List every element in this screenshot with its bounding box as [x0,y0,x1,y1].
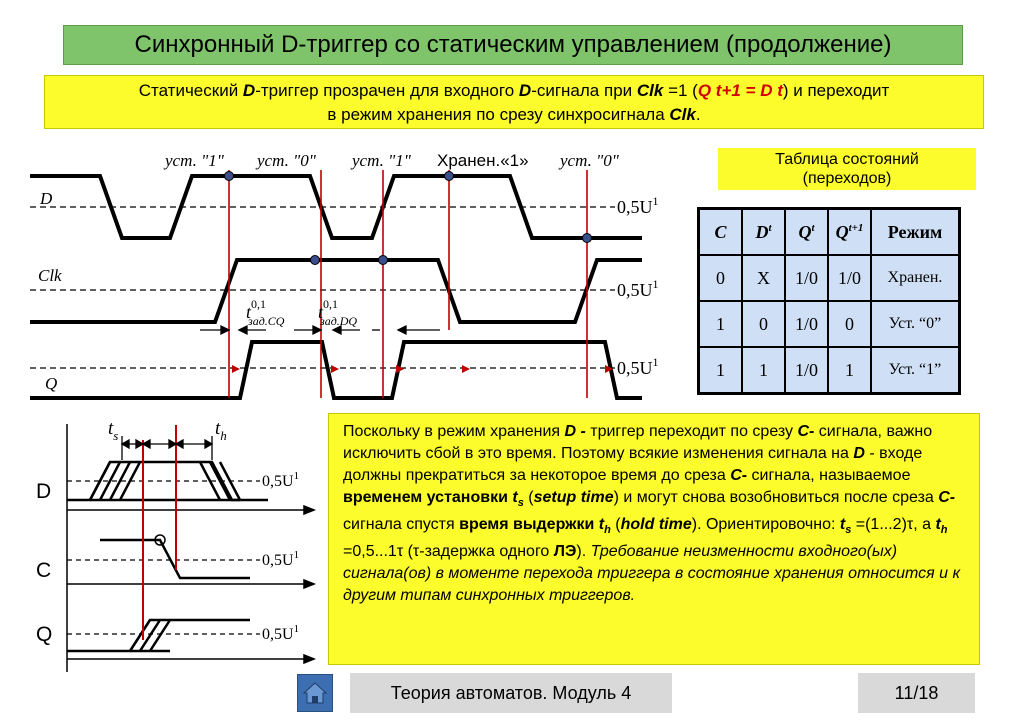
explanation-note: Поскольку в режим хранения D - триггер переходит по срезу С- сигнала, важно исключить сбой в это время. Поэтому всякие изменения сигнала на D - входе должны прекратиться за некоторое время до среза С- сигнала, называемое временем установки $t_s$ (setup time) и могут снова возобновиться после среза С- сигнала спустя время выдержки $t_h$ (hold time). Ориентировочно: $t_s =(1...2)\tau$, а $t_h =0,5...1\tau$ (τ-задержка одного ЛЭ). Требование неизменности входного(ых) сигнала(ов) в моменте перехода триггера в состояние хранения относится и к другим типам синхронных триггеров. [328,413,980,665]
q-label: Q [45,374,58,393]
table-cell: 1/0 [785,301,828,347]
set1-label: уст. "1" [165,151,224,170]
clk-label: Clk [38,266,62,285]
state-table [697,207,961,395]
intro-p4: =1 ( [663,81,698,100]
intro-text [44,75,984,129]
sd-c-ref: $0,5U^1$ [262,549,300,569]
table-cell: 1 [742,347,785,394]
header-qt: $Q^t$ [785,209,828,256]
intro-p3: -сигнала при [531,81,637,100]
table-row [699,255,960,301]
intro-p1: Статический [138,81,243,100]
table-cell: 1 [828,347,871,394]
header-mode: Режим [871,209,960,256]
table-cell: 0 [699,255,743,301]
red-arrow-2 [331,365,339,373]
sd-d-ref: $0,5U^1$ [262,470,300,490]
table-cell: 0 [742,301,785,347]
intro-d1: D [242,81,256,100]
th-label: $t_h$ [215,418,227,443]
intro-formula: Q t+1 = D t [697,81,783,100]
hold-label: Хранен.«1» [437,151,529,170]
intro-p2: -триггер прозрачен для входного [255,81,519,100]
home-button[interactable] [297,674,333,712]
set0b-label: уст. "0" [560,151,619,170]
dot-4 [445,172,454,181]
sd-c-label: C [36,559,52,582]
table-cell: Уст. “1” [871,347,960,394]
header-qt1: $Q^{t+1}$ [828,209,871,256]
table-cell: 1 [699,301,743,347]
tdq-label: $t^{0,1}$ зад.DQ [318,297,358,328]
clk-waveform [30,260,642,322]
sd-q-label: Q [36,623,53,646]
d-ref-label: $0,5U^1$ [617,194,659,217]
intro-d2: D [518,81,532,100]
intro-clk1: Clk [636,81,664,100]
table-cell: 1/0 [785,347,828,394]
red-markers [229,170,587,398]
table-cell: 1/0 [828,255,871,301]
table-cell: 1/0 [785,255,828,301]
table-cell: Хранен. [871,255,960,301]
dot-5 [583,234,592,243]
intro-clk2: Clk [669,105,696,124]
header-c: C [699,209,743,256]
set0-label: уст. "0" [257,151,316,170]
intro-line2b: . [695,105,701,124]
table-title-line1: Таблица состояний [775,151,919,168]
table-cell: 0 [828,301,871,347]
dot-1 [225,172,234,181]
red-arrow-4 [462,365,470,373]
ts-label: $t_s$ [108,418,119,443]
table-cell: 1 [699,347,743,394]
dots [225,172,592,265]
table-header-row [699,209,960,256]
header-dt: $D^t$ [742,209,785,256]
red-arrow-1 [232,365,240,373]
sd-d-label: D [36,480,52,503]
q-trace [67,620,250,651]
table-cell: Уст. “0” [871,301,960,347]
timing-diagram [0,140,700,405]
q-ref-label: $0,5U^1$ [617,355,659,378]
sd-q-ref: $0,5U^1$ [262,623,300,643]
intro-p5: ) и переходит [782,81,890,100]
page-number: 11/18 [858,673,975,713]
dot-3 [379,256,388,265]
intro-line2a: в режим хранения по срезу синхросигнала [327,105,670,124]
setup-hold-diagram [0,410,328,675]
d-label: D [40,189,53,208]
slide-title: Синхронный D-триггер со статическим управлением (продолжение) [63,25,963,65]
tcq-label: $t^{0,1}$ зад.CQ [246,297,285,328]
table-cell: X [742,255,785,301]
table-row [699,347,960,394]
set1b-label: уст. "1" [352,151,411,170]
clk-ref-label: $0,5U^1$ [617,277,659,300]
table-title [718,148,976,190]
course-footer: Теория автоматов. Модуль 4 [350,673,672,713]
table-row [699,301,960,347]
red-arrows [232,365,613,373]
table-title-line2: (переходов) [802,170,892,187]
home-icon [298,675,332,711]
dot-2 [311,256,320,265]
